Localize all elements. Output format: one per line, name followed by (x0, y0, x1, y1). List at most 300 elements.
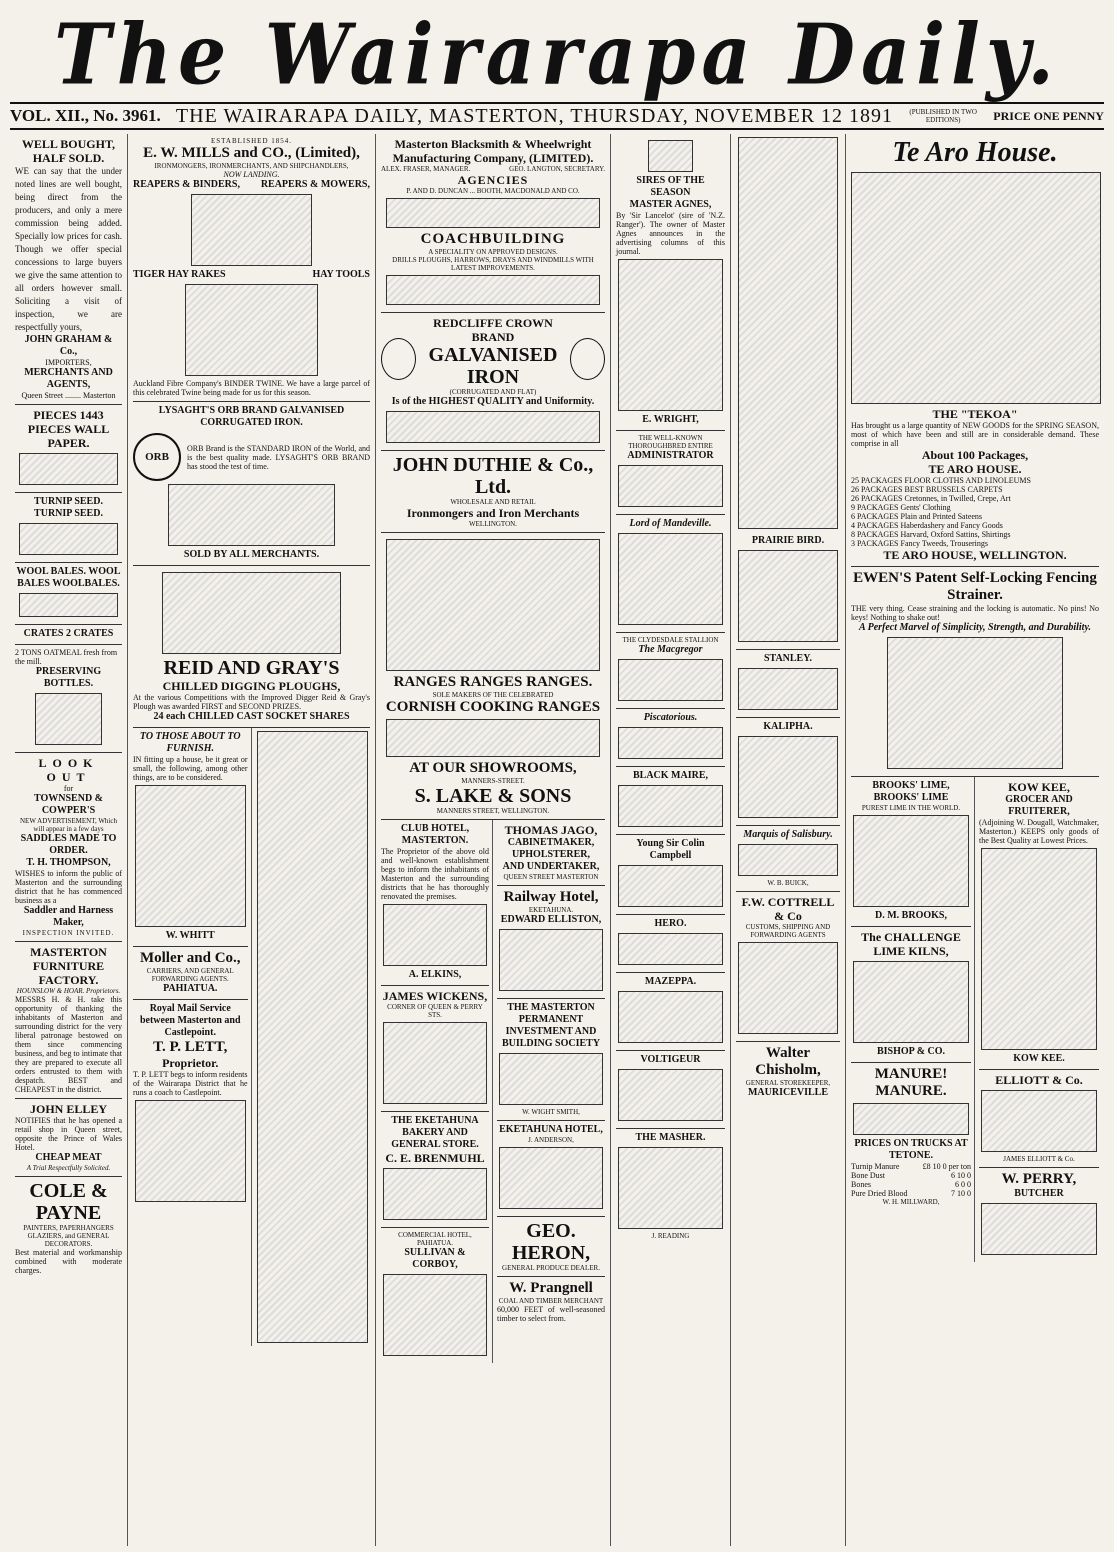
col6-split (851, 777, 1099, 1262)
furniture-props: HOUNSLOW & HOAR. Proprietors. (16, 987, 121, 995)
ewen-ad (851, 567, 1099, 777)
col2-split (133, 728, 370, 1346)
cole-ad (15, 1177, 122, 1279)
manure-filler (853, 1103, 969, 1135)
cottrell: F.W. COTTRELL & Co (741, 895, 835, 923)
reid-ad (133, 566, 370, 728)
piscatorious-ad (616, 709, 725, 767)
tekoa-head: THE "TEKOA" (932, 407, 1018, 421)
column-6 (846, 134, 1104, 1546)
eket-hotel: EKETAHUNA HOTEL, (499, 1124, 603, 1135)
club-name: A. ELKINS, (408, 969, 462, 980)
ewen-text-filler (738, 137, 839, 529)
package-item: 3 PACKAGES Fancy Tweeds, Trouserings (851, 539, 989, 548)
mills-reapers: REAPERS & BINDERS, (133, 179, 240, 190)
elliott-filler (981, 1090, 1097, 1152)
jago-up: UPHOLSTERER, (511, 849, 591, 860)
redcliffe-sub: (CORRUGATED AND FLAT) (449, 388, 537, 396)
blacksmith-manager: ALEX. FRASER, MANAGER. (381, 165, 471, 173)
package-item: 25 PACKAGES FLOOR CLOTHS AND LINOLEUMS (851, 476, 1031, 485)
teaero-name: TE ARO HOUSE. (928, 462, 1022, 476)
piscatorious-filler (618, 727, 724, 759)
sires-ad (616, 134, 725, 431)
lysaght-body: ORB Brand is the STANDARD IRON of the World, and is the best quality made. LYSAGHT'S ORB BRAND has stood the test of time. (187, 443, 370, 471)
horse-icon (648, 140, 694, 172)
duthie-trade: Ironmongers and Iron Merchants (406, 506, 580, 520)
blacksmith-ad (381, 134, 605, 313)
price-row (851, 1189, 971, 1198)
graham-body: WE can say that the under noted lines are well bought, being direct from the producers, and only a mere commission being added. Specially low prices for cash. Though we offer special concessions to large buyers we give the same attention to all orders however small. Soliciting a visit of inspection, we are respectfully yours, (15, 166, 122, 332)
cottrell-filler (738, 942, 839, 1034)
agencies-names: P. AND D. DUNCAN ... BOOTH, MACDONALD AND CO. (406, 187, 580, 195)
furnish-body: IN fitting up a house, be it great or small, the following, among other things, are to be considered. (133, 755, 248, 782)
perry-filler (981, 1203, 1097, 1255)
salisbury: Marquis of Salisbury. (743, 829, 833, 840)
millward: W. H. MILLWARD, (882, 1198, 940, 1206)
teaero-footer: TE ARO HOUSE, WELLINGTON. (883, 548, 1067, 562)
prangnell-trade: COAL AND TIMBER MERCHANT (498, 1297, 604, 1305)
elley-body: NOTIFIES that he has opened a retail shop in Queen street, opposite the Prince of Wales Hotel. (15, 1116, 122, 1152)
masher-filler (618, 1147, 724, 1229)
teaero-ad (851, 134, 1099, 567)
macgregor-filler (618, 659, 724, 701)
lysaght-ad (133, 402, 370, 566)
graham-importers: IMPORTERS, (45, 358, 92, 367)
package-item: 26 PACKAGES BEST BRUSSELS CARPETS (851, 485, 1003, 494)
lysaght-spec-filler (168, 484, 336, 546)
ranges-makers: SOLE MAKERS OF THE CELEBRATED (432, 691, 554, 699)
redcliffe-row (381, 330, 605, 388)
lysaght-head: LYSAGHT'S ORB BRAND GALVANISED CORRUGATED IRON. (158, 405, 345, 428)
crates-ad (15, 625, 122, 645)
sires-head: SIRES OF THE SEASON (636, 175, 705, 198)
jago-ad (497, 820, 605, 886)
package-item: 26 PACKAGES Cretonnes, in Twilled, Crepe, Art (851, 494, 1011, 503)
turnip-filler (19, 523, 117, 555)
ranges-ad (381, 533, 605, 820)
wallpaper-ad (15, 405, 122, 493)
redcliffe-brand: BRAND (471, 330, 515, 344)
furnish-head: TO THOSE ABOUT TO FURNISH. (139, 731, 241, 754)
lake-head: S. LAKE & SONS (414, 785, 572, 807)
orb-logo-icon: ORB (133, 433, 181, 481)
redcliffe-head: REDCLIFFE CROWN (433, 316, 553, 330)
oatmeal-text: 2 TONS OATMEAL fresh from the mill. (15, 648, 118, 666)
kowkee-ad (979, 777, 1099, 1070)
brooks-sub: PUREST LIME IN THE WORLD. (861, 804, 961, 812)
perm-sec: W. WIGHT SMITH, (522, 1108, 580, 1116)
furniture-head: MASTERTON FURNITURE FACTORY. (30, 945, 107, 987)
te-aro-house-illustration (851, 172, 1101, 404)
thompson-town: TOWNSEND & COWPER'S (34, 793, 103, 816)
tekoa-body: Has brought us a large quantity of NEW GOODS for the SPRING SEASON, most of which have been and still are in considerable demand. These comprise in all (851, 421, 1099, 448)
blacksmith-secretary: GEO. LANGTON, SECRETARY. (509, 165, 605, 173)
col6-split-right (979, 777, 1099, 1262)
club-ad (381, 820, 489, 986)
crates-head: CRATES 2 CRATES (23, 628, 114, 639)
prangnell-feet: 60,000 FEET of well-seasoned timber to select from. (497, 1305, 605, 1323)
cole-body: Best material and workmanship combined with moderate charges. (15, 1248, 122, 1275)
mills-ad (133, 134, 370, 402)
lake-street: MANNERS STREET, WELLINGTON. (436, 807, 550, 815)
dateline (10, 104, 1104, 130)
elliston: EDWARD ELLISTON, (500, 914, 602, 925)
voltigeur-ad (616, 1051, 725, 1129)
railway-filler (499, 929, 604, 991)
sires-text-filler (618, 259, 724, 411)
moller-sub: CARRIERS, AND GENERAL FORWARDING AGENTS. (146, 967, 234, 983)
graham-head: WELL BOUGHT, HALF SOLD. (21, 137, 116, 165)
blackmaire: BLACK MAIRE, (632, 770, 708, 781)
salisbury-filler (738, 844, 839, 876)
chisholm-ad (736, 1042, 840, 1103)
elley-ad (15, 1099, 122, 1177)
price-value: 7 10 0 (951, 1189, 971, 1198)
mills-row (133, 179, 370, 191)
price-row (851, 1162, 971, 1171)
coach-head: COACHBUILDING (420, 231, 566, 247)
elliott-head: ELLIOTT & Co. (995, 1073, 1083, 1087)
campbell-filler (618, 865, 724, 907)
redcliffe-center (416, 330, 570, 388)
moller-ad (133, 947, 248, 1000)
mills-tools: HAY TOOLS (312, 269, 370, 280)
prairie: PRAIRIE BIRD. (751, 535, 825, 546)
ewen-body: THE very thing. Cease straining and the locking is automatic. No pins! No keys! Nothing to shake out! (851, 604, 1099, 622)
redcliffe-iron: GALVANISED IRON (428, 344, 558, 388)
cole-trade: PAINTERS, PAPERHANGERS GLAZIERS, and GENERAL DECORATORS. (23, 1224, 114, 1248)
package-item: 6 PACKAGES Plain and Printed Sateens (851, 512, 983, 521)
eket-hotel-filler (499, 1147, 604, 1209)
ranges-cornish: CORNISH COOKING RANGES (385, 699, 601, 715)
moller-head: Moller and Co., (139, 950, 241, 966)
duthie-ad (381, 451, 605, 533)
sires-wright: E. WRIGHT, (642, 414, 699, 425)
woolbales-head: WOOL BALES. WOOL BALES WOOLBALES. (16, 566, 121, 589)
reid-sub: CHILLED DIGGING PLOUGHS, (162, 679, 341, 693)
lysaght-row (133, 433, 370, 481)
masher: THE MASHER. (635, 1132, 706, 1143)
redcliffe-filler (386, 411, 601, 443)
thompson-name: T. H. THOMPSON, (26, 857, 111, 868)
challenge-filler (853, 961, 969, 1043)
column-5 (731, 134, 846, 1546)
elley-head: JOHN ELLEY (29, 1102, 107, 1116)
kowkee-price-filler (981, 848, 1097, 1050)
cole-head: COLE & PAYNE (29, 1180, 108, 1224)
sullivan-filler (383, 1274, 488, 1356)
coach-sub: A SPECIALITY ON APPROVED DESIGNS. (428, 248, 558, 256)
perm-ad (497, 999, 605, 1121)
furnish-ad (133, 728, 248, 947)
thompson-invite: INSPECTION INVITED. (22, 929, 115, 937)
administrator-ad (616, 431, 725, 515)
lysaght-sold: SOLD BY ALL MERCHANTS. (183, 549, 320, 560)
furnish-text-filler (135, 785, 246, 927)
anderson: J. ANDERSON, (528, 1136, 574, 1144)
bred-head: THE WELL-KNOWN THOROUGHBRED ENTIRE (628, 434, 713, 450)
kalipha: KALIPHA. (763, 721, 813, 732)
wallpaper-head: PIECES 1443 PIECES WALL PAPER. (27, 408, 110, 450)
elliott-sign: JAMES ELLIOTT & Co. (1003, 1155, 1075, 1163)
thompson-body: WISHES to inform the public of Masterton and the surrounding district that he has commenced business as a (15, 869, 122, 905)
kowkee-sub: GROCER AND FRUITERER, (1005, 794, 1073, 817)
col2-split-right (256, 728, 371, 1346)
perry-head: W. PERRY, (1001, 1171, 1077, 1187)
blacksmith-filler (386, 198, 601, 228)
price: PRICE ONE PENNY (993, 108, 1104, 123)
hero-filler (618, 933, 724, 965)
range-illustration (386, 539, 601, 671)
kalipha-ad (736, 718, 840, 826)
graham-name: JOHN GRAHAM & Co., (24, 334, 113, 357)
furnish-name: W. WHITT (165, 930, 215, 941)
furniture-body: MESSRS H. & H. take this opportunity of thanking the inhabitants of Masterton and surrounding district for the very liberal patronage bestowed on them since commencing business, and beg to intimate that they are prepared to execute all orders entrusted to them with despatch. BEST and CHEAPEST in the district. (15, 995, 122, 1094)
eket-bakery-head: THE EKETAHUNA BAKERY AND GENERAL STORE. (391, 1115, 479, 1150)
thompson-for: for (63, 784, 74, 793)
jago-trade: CABINETMAKER, (507, 837, 595, 848)
prices-head: PRICES ON TRUCKS AT TETONE. (854, 1138, 968, 1161)
macgregor-ad (616, 633, 725, 709)
campbell: Young Sir Colin Campbell (636, 838, 705, 861)
volume-number: VOL. XII., No. 3961. (10, 106, 161, 125)
reaper-illustration (191, 194, 312, 266)
club-body: The Proprietor of the above old and well-known establishment begs to inform the inhabitants of Masterton and the surrounding districts that he has thoroughly renovated the premises. (381, 847, 489, 901)
elley-trial: A Trial Respectfully Solicited. (26, 1164, 111, 1172)
furniture-ad (15, 942, 122, 1099)
mills-landing: NOW LANDING. (223, 170, 280, 179)
duthie-place: WELLINGTON. (469, 520, 517, 528)
duthie-head: JOHN DUTHIE & Co., Ltd. (392, 454, 594, 498)
tekoa-about: About 100 Packages, (921, 448, 1029, 462)
sullivan-head: SULLIVAN & CORBOY, (404, 1247, 466, 1270)
eket-hotel-ad (497, 1121, 605, 1217)
ewen-slogan: A Perfect Marvel of Simplicity, Strength, and Durability. (858, 622, 1092, 633)
price-row (851, 1180, 971, 1189)
mills-tiger: TIGER HAY RAKES (133, 269, 226, 280)
package-list (851, 476, 1099, 548)
woolbales-filler (19, 593, 117, 617)
mazeppa-ad (616, 973, 725, 1051)
reid-body: At the various Competitions with the Improved Digger Reid & Gray's Plough was awarded FIRST and SECOND PRIZES. (133, 693, 370, 711)
graham-address: Queen Street ........ Masterton (21, 391, 116, 400)
price-item: Bones (851, 1180, 871, 1189)
eket-bakery-ad (381, 1112, 489, 1228)
railway-head: Railway Hotel, (503, 889, 599, 905)
wickens-ad (381, 986, 489, 1112)
stanley-filler (738, 668, 839, 710)
prangnell-ad (497, 1277, 605, 1327)
club-filler (383, 904, 488, 966)
chisholm-place: MAURICEVILLE (747, 1087, 828, 1098)
hay-rake-illustration (185, 284, 317, 376)
cottrell-ad (736, 892, 840, 1042)
lett-head: T. P. LETT, (153, 1039, 228, 1055)
piscatorious: Piscatorious. (643, 712, 698, 723)
mills-mowers: REAPERS & MOWERS, (260, 179, 370, 190)
moller-place: PAHIATUA. (163, 983, 218, 994)
brooks-name: D. M. BROOKS, (875, 910, 947, 921)
jago-und: AND UNDERTAKER, (502, 861, 600, 872)
elley-meat: CHEAP MEAT (35, 1152, 102, 1163)
heron-head: GEO. HERON, (511, 1220, 591, 1264)
col2-split-left (133, 728, 252, 1346)
mail-ad (133, 1000, 248, 1209)
campbell-ad (616, 835, 725, 915)
package-item: 4 PACKAGES Haberdashery and Fancy Goods (851, 521, 1003, 530)
administrator-filler (618, 465, 724, 507)
wickens-filler (383, 1022, 488, 1104)
elliott-ad (979, 1070, 1099, 1168)
coach-filler (386, 275, 601, 305)
lett-text-filler (135, 1100, 246, 1202)
saddle-illustration (35, 693, 101, 745)
mazeppa: MAZEPPA. (644, 976, 697, 987)
price-item: Pure Dried Blood (851, 1189, 908, 1198)
sires-agnes: MASTER AGNES, (629, 199, 712, 210)
macgregor: The Macgregor (638, 644, 703, 655)
price-item: Turnip Manure (851, 1162, 900, 1171)
stanley-ad (736, 650, 840, 718)
chisholm: Walter Chisholm, (755, 1045, 821, 1078)
package-item: 9 PACKAGES Gents' Clothing (851, 503, 951, 512)
brooks-filler (853, 815, 969, 907)
ranges-head: RANGES RANGES RANGES. (393, 674, 593, 690)
jago-head: THOMAS JAGO, (504, 823, 598, 837)
buick: W. B. BUICK, (767, 879, 809, 887)
blacksmith-head: Masterton Blacksmith & Wheelwright Manufacturing Company, (LIMITED). (392, 137, 594, 165)
masthead (10, 6, 1104, 104)
kalipha-filler (738, 736, 839, 818)
mandeville-filler (618, 533, 724, 625)
challenge-ad (851, 927, 971, 1063)
mills-body: Auckland Fibre Company's BINDER TWINE. We have a large parcel of this celebrated Twine being made for us for this season. (133, 379, 370, 397)
lett-sub: Proprietor. (162, 1056, 219, 1070)
mills-row-2 (133, 269, 370, 281)
redcliffe-ad (381, 313, 605, 451)
railway-place: EKETAHUNA. (528, 906, 574, 914)
voltigeur: VOLTIGEUR (640, 1054, 701, 1065)
manure-ad (851, 1063, 971, 1210)
ranges-street: MANNERS-STREET. (461, 777, 525, 785)
col3-split-right (497, 820, 605, 1363)
mills-sub: IRONMONGERS, IRONMERCHANTS, AND SHIPCHANDLERS, (154, 162, 349, 170)
full-title: THE WAIRARAPA DAILY, MASTERTON, THURSDAY, NOVEMBER 12 1891 (175, 104, 894, 127)
preserving-head: PRESERVING BOTTLES. (35, 666, 102, 689)
editions-note: (PUBLISHED IN TWO EDITIONS) (909, 108, 977, 124)
sires-body: By 'Sir Lancelot' (sire of 'N.Z. Ranger'). The owner of Master Agnes announces in the advertising columns of this journal. (616, 211, 725, 256)
col3-split-left (381, 820, 493, 1363)
wallpaper-filler (19, 453, 117, 485)
cottrell-trade: CUSTOMS, SHIPPING AND FORWARDING AGENTS (745, 923, 831, 939)
manure-head: MANURE! MANURE. (874, 1066, 948, 1099)
package-item: 8 PACKAGES Harvard, Oxford Sattins, Shirtings (851, 530, 1011, 539)
column-2 (128, 134, 376, 1546)
masthead-title: The Wairarapa Daily. (54, 5, 1060, 103)
blacksmith-row (381, 165, 605, 173)
ewen-head: EWEN'S Patent Self-Locking Fencing Strainer. (853, 570, 1097, 603)
turnip-ad (15, 493, 122, 563)
kowkee-sign: KOW KEE. (1013, 1053, 1065, 1064)
reid-head: REID AND GRAY'S (163, 657, 340, 679)
thompson-ad (15, 753, 122, 942)
brooks-head: BROOKS' LIME, BROOKS' LIME (872, 780, 950, 803)
blackmaire-filler (618, 785, 724, 827)
teaero-head: Te Aro House. (892, 137, 1058, 168)
fence-strainer-illustration (887, 637, 1063, 769)
perm-head: THE MASTERTON PERMANENT INVESTMENT AND BUILDING SOCIETY (501, 1002, 601, 1049)
column-3 (376, 134, 611, 1546)
mills-head: E. W. MILLS and CO., (Limited), (143, 145, 360, 161)
ranges-show: AT OUR SHOWROOMS, (409, 760, 577, 776)
mail-head: Royal Mail Service between Masterton and Castlepoint. (139, 1003, 241, 1038)
race-meeting-filler (257, 731, 368, 1343)
price-item: Bone Dust (851, 1171, 885, 1180)
trade-mark-left-icon (381, 338, 416, 380)
duthie-sub: WHOLESALE AND RETAIL (450, 498, 536, 506)
mazeppa-filler (618, 991, 724, 1043)
blackmaire-ad (616, 767, 725, 835)
column-4 (611, 134, 731, 1546)
wickens-sub: CORNER OF QUEEN & PERRY STS. (387, 1003, 483, 1019)
masher-ad (616, 1129, 725, 1244)
reid-shares: 24 each CHILLED CAST SOCKET SHARES (153, 711, 350, 722)
woolbales-ad (15, 563, 122, 625)
chisholm-sub: GENERAL STOREKEEPER, (745, 1079, 831, 1087)
challenge-head: The CHALLENGE LIME KILNS, (861, 930, 961, 958)
prairie-ad (736, 532, 840, 650)
sullivan-place: COMMERCIAL HOTEL, PAHIATUA. (398, 1231, 472, 1247)
ranges-filler (386, 719, 601, 757)
salisbury-ad (736, 826, 840, 892)
perry-ad (979, 1168, 1099, 1262)
perry-trade: BUTCHER (1014, 1188, 1064, 1199)
price-value: 6 0 0 (955, 1180, 971, 1189)
mills-est: ESTABLISHED 1854. (211, 137, 292, 145)
price-row (851, 1171, 971, 1180)
clydesdale: THE CLYDESDALE STALLION (622, 636, 719, 644)
col3-split (381, 820, 605, 1363)
price-value: 6 10 0 (951, 1171, 971, 1180)
turnip-head: TURNIP SEED. TURNIP SEED. (34, 496, 103, 519)
voltigeur-filler (618, 1069, 724, 1121)
brenmuhl-filler (383, 1168, 488, 1220)
oatmeal-ad (15, 645, 122, 753)
redcliffe-quality: Is of the HIGHEST QUALITY and Uniformity. (391, 396, 595, 407)
heron-ad (497, 1217, 605, 1277)
col6-split-left (851, 777, 975, 1262)
price-value: £8 10 0 per ton (922, 1162, 971, 1171)
kowkee-body: (Adjoining W. Dougall, Watchmaker, Masterton.) KEEPS only goods of the Best Quality at Lowest Prices. (979, 818, 1099, 845)
sullivan-ad (381, 1228, 489, 1363)
thompson-saddles: SADDLES MADE TO ORDER. (20, 833, 117, 856)
club-head: CLUB HOTEL, MASTERTON. (400, 823, 470, 846)
thompson-adv: NEW ADVERTISEMENT, Which will appear in a few days (20, 817, 117, 833)
brooks-ad (851, 777, 971, 927)
heron-trade: GENERAL PRODUCE DEALER. (502, 1264, 600, 1272)
columns (10, 134, 1104, 1546)
mandeville-ad (616, 515, 725, 633)
perm-filler (499, 1053, 604, 1105)
column-1 (10, 134, 128, 1546)
stanley: STANLEY. (763, 653, 813, 664)
kowkee-head: KOW KEE, (1008, 780, 1070, 794)
graham-ad (15, 134, 122, 405)
graham-merchants: MERCHANTS AND AGENTS, (24, 367, 113, 390)
agencies-head: AGENCIES (457, 173, 529, 187)
lookout-head: LOOK OUT (38, 756, 99, 784)
lett-body: T. P. LETT begs to inform residents of the Wairarapa District that he runs a coach to Castlepoint. (133, 1070, 248, 1097)
